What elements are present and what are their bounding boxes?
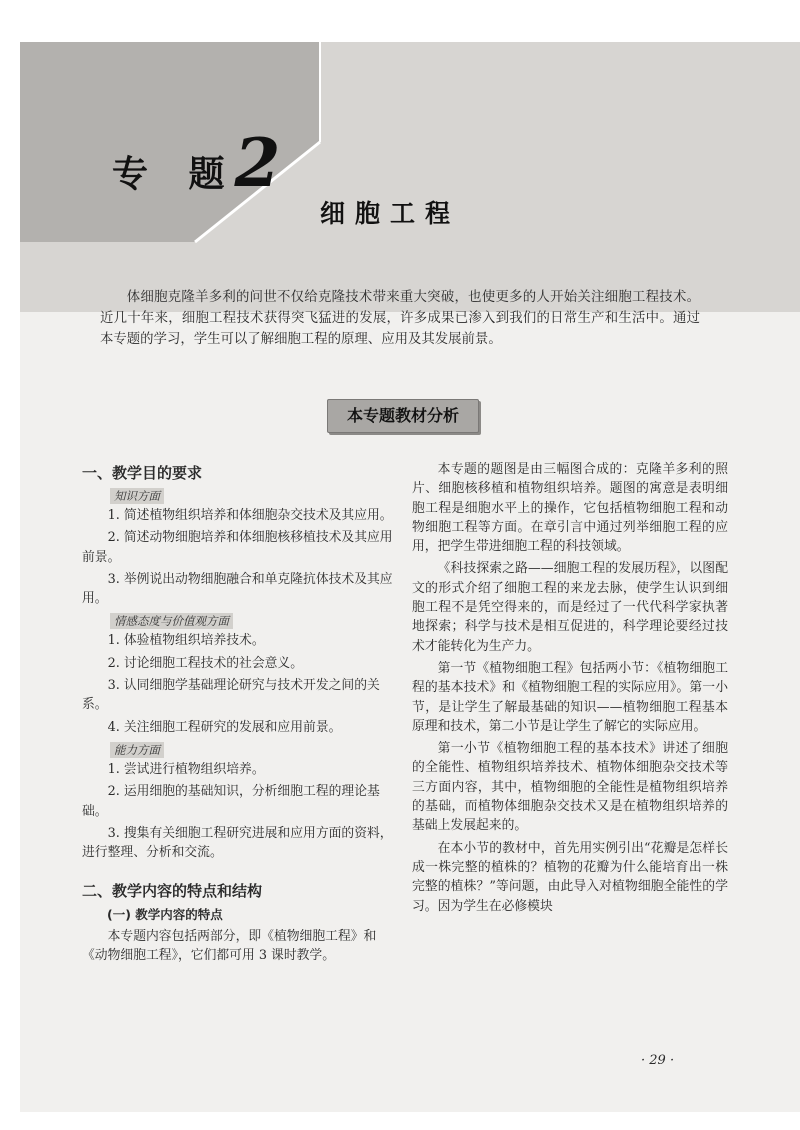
topic-number: 2 bbox=[234, 124, 281, 202]
list-item: 1. 简述植物组织培养和体细胞杂交技术及其应用。 bbox=[107, 508, 393, 523]
topic-label: 专 题 bbox=[112, 154, 239, 195]
right-column bbox=[412, 460, 728, 919]
body-paragraph: 本专题内容包括两部分，即《植物细胞工程》和《动物细胞工程》，它们都可用 3 课时教学。 bbox=[82, 928, 377, 964]
list-item: 1. 体验植物组织培养技术。 bbox=[107, 633, 265, 649]
body-paragraph: 第一节《植物细胞工程》包括两小节：《植物细胞工程的基本技术》和《植物细胞工程的实际应用》。第一小节，是让学生了解最基础的知识——植物细胞工程基本原理和技术，第二小节是让学生了解它的实际应用。 bbox=[412, 660, 728, 734]
list-item: 2. 运用细胞的基础知识，分析细胞工程的理论基础。 bbox=[82, 784, 380, 819]
heading-content-features: 二、教学内容的特点和结构 bbox=[82, 882, 263, 901]
subheading-content-features: (一) 教学内容的特点 bbox=[107, 907, 223, 923]
intro-paragraph: 体细胞克隆羊多利的问世不仅给克隆技术带来重大突破，也使更多的人开始关注细胞工程技术。近几十年来，细胞工程技术获得突飞猛进的发展，许多成果已渗入到我们的日常生产和生活中。通过本专题的学习，学生可以了解细胞工程的原理、应用及其发展前景。 bbox=[100, 290, 700, 347]
book-page bbox=[20, 42, 800, 1112]
heading-teaching-goals: 一、教学目的要求 bbox=[82, 464, 203, 482]
body-paragraph: 在本小节的教材中，首先用实例引出“花瓣是怎样长成一株完整的植株的？植物的花瓣为什么能培育出一株完整的植株？”等问题，由此导入对植物细胞全能性的学习。因为学生在必修模块 bbox=[412, 840, 728, 914]
subheading-attitude: 情感态度与价值观方面 bbox=[82, 611, 394, 631]
body-paragraph: 本专题的题图是由三幅图合成的：克隆羊多利的照片、细胞核移植和植物组织培养。题图的寓意是表明细胞工程是细胞水平上的操作，它包括植物细胞工程和动物细胞工程等方面。在章引言中通过列举细胞工程的应用，把学生带进细胞工程的科技领域。 bbox=[412, 462, 728, 555]
topic-heading bbox=[112, 124, 280, 202]
page-number: · 29 · bbox=[641, 1053, 675, 1068]
body-paragraph: 《科技探索之路——细胞工程的发展历程》，以图配文的形式介绍了细胞工程的来龙去脉，使学生认识到细胞工程不是凭空得来的，而是经过了一代代科学家执著地探索；科学与技术是相互促进的，科学理论要经过技术才能转化为生产力。 bbox=[412, 561, 728, 654]
list-item: 3. 搜集有关细胞工程研究进展和应用方面的资料，进行整理、分析和交流。 bbox=[82, 825, 393, 861]
section-title-box: 本专题教材分析 bbox=[327, 399, 479, 433]
list-item: 3. 认同细胞学基础理论研究与技术开发之间的关系。 bbox=[82, 678, 380, 713]
page-title: 细胞工程 bbox=[320, 199, 461, 228]
body-paragraph: 第一小节《植物细胞工程的基本技术》讲述了细胞的全能性、植物组织培养技术、植物体细胞杂交技术等三方面内容，其中，植物细胞的全能性是植物组织培养的基础，而植物体细胞杂交技术又是在植物组织培养的基础上发展起来的。 bbox=[412, 741, 728, 834]
list-item: 4. 关注细胞工程研究的发展和应用前景。 bbox=[107, 719, 342, 735]
subheading-knowledge: 知识方面 bbox=[82, 486, 394, 506]
list-item: 2. 简述动物细胞培养和体细胞核移植技术及其应用前景。 bbox=[82, 530, 393, 565]
list-item: 3. 举例说出动物细胞融合和单克隆抗体技术及其应用。 bbox=[82, 571, 393, 607]
list-item: 1. 尝试进行植物组织培养。 bbox=[107, 761, 265, 777]
subheading-ability: 能力方面 bbox=[82, 740, 394, 760]
left-column bbox=[82, 460, 394, 968]
list-item: 2. 讨论细胞工程技术的社会意义。 bbox=[107, 655, 304, 671]
